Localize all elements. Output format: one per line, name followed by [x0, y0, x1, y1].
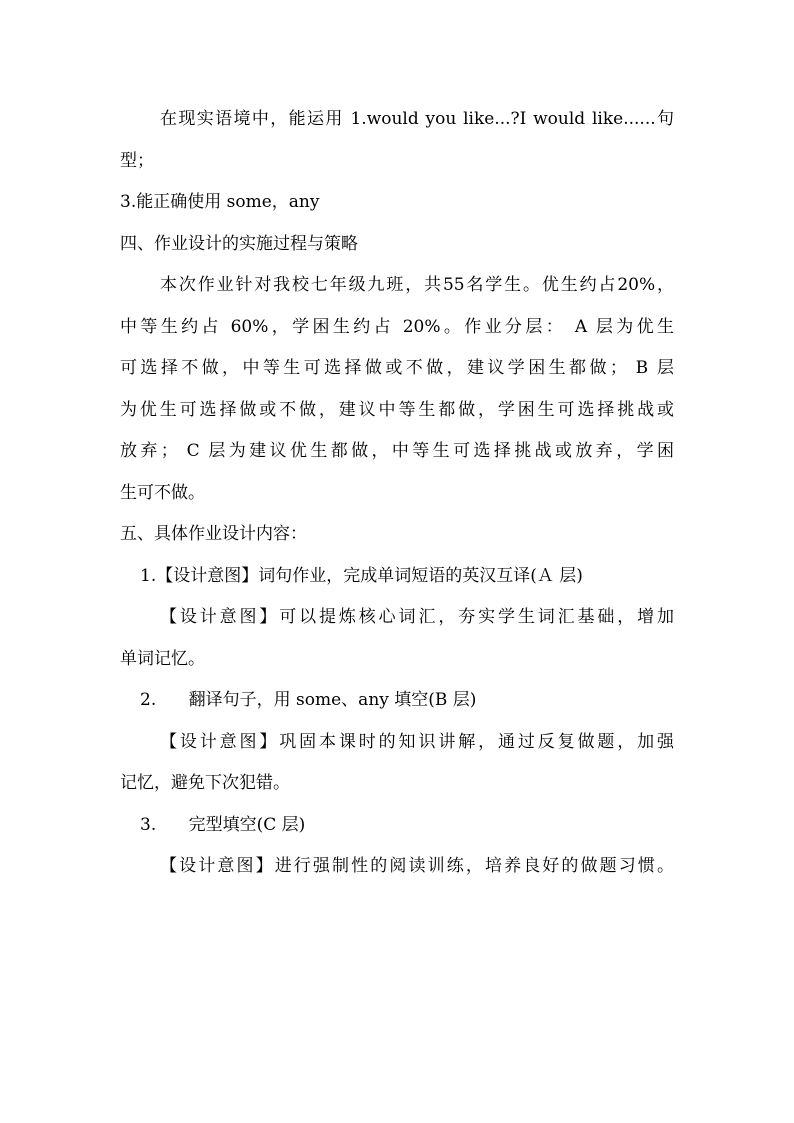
- paragraph-line: 【设计意图】巩固本课时的知识讲解，通过反复做题，加强: [160, 732, 674, 752]
- paragraph-line: 3.能正确使用 some，any: [120, 192, 320, 212]
- section-heading: 五、具体作业设计内容：: [120, 524, 307, 544]
- paragraph-line: 在现实语境中，能运用 1.would you like...?I would like......句: [160, 109, 674, 129]
- paragraph-line: 为优生可选择做或不做，建议中等生都做，学困生可选择挑战或: [120, 400, 674, 420]
- paragraph-line: 【设计意图】进行强制性的阅读训练，培养良好的做题习惯。: [160, 856, 674, 876]
- paragraph-line: 生可不做。: [120, 483, 205, 503]
- list-item: 3. 完型填空(C 层): [140, 815, 306, 835]
- paragraph-line: 记忆，避免下次犯错。: [120, 773, 290, 793]
- paragraph-line: 单词记忆。: [120, 649, 205, 669]
- paragraph-line: 放弃； C 层为建议优生都做，中等生可选择挑战或放弃，学困: [120, 441, 674, 461]
- list-item: 1.【设计意图】词句作业，完成单词短语的英汉互译(Ａ 层): [140, 566, 583, 586]
- paragraph-line: 本次作业针对我校七年级九班，共55名学生。优生约占20%，: [160, 275, 674, 295]
- section-heading: 四、作业设计的实施过程与策略: [120, 234, 358, 254]
- paragraph-line: 中等生约占 60%，学困生约占 20%。作业分层： A 层为优生: [120, 317, 674, 337]
- paragraph-line: 【设计意图】可以提炼核心词汇，夯实学生词汇基础，增加: [160, 607, 674, 627]
- list-item: 2. 翻译句子，用 some、any 填空(B 层): [140, 690, 477, 710]
- paragraph-line: 型；: [120, 151, 154, 171]
- paragraph-line: 可选择不做，中等生可选择做或不做，建议学困生都做； B 层: [120, 358, 674, 378]
